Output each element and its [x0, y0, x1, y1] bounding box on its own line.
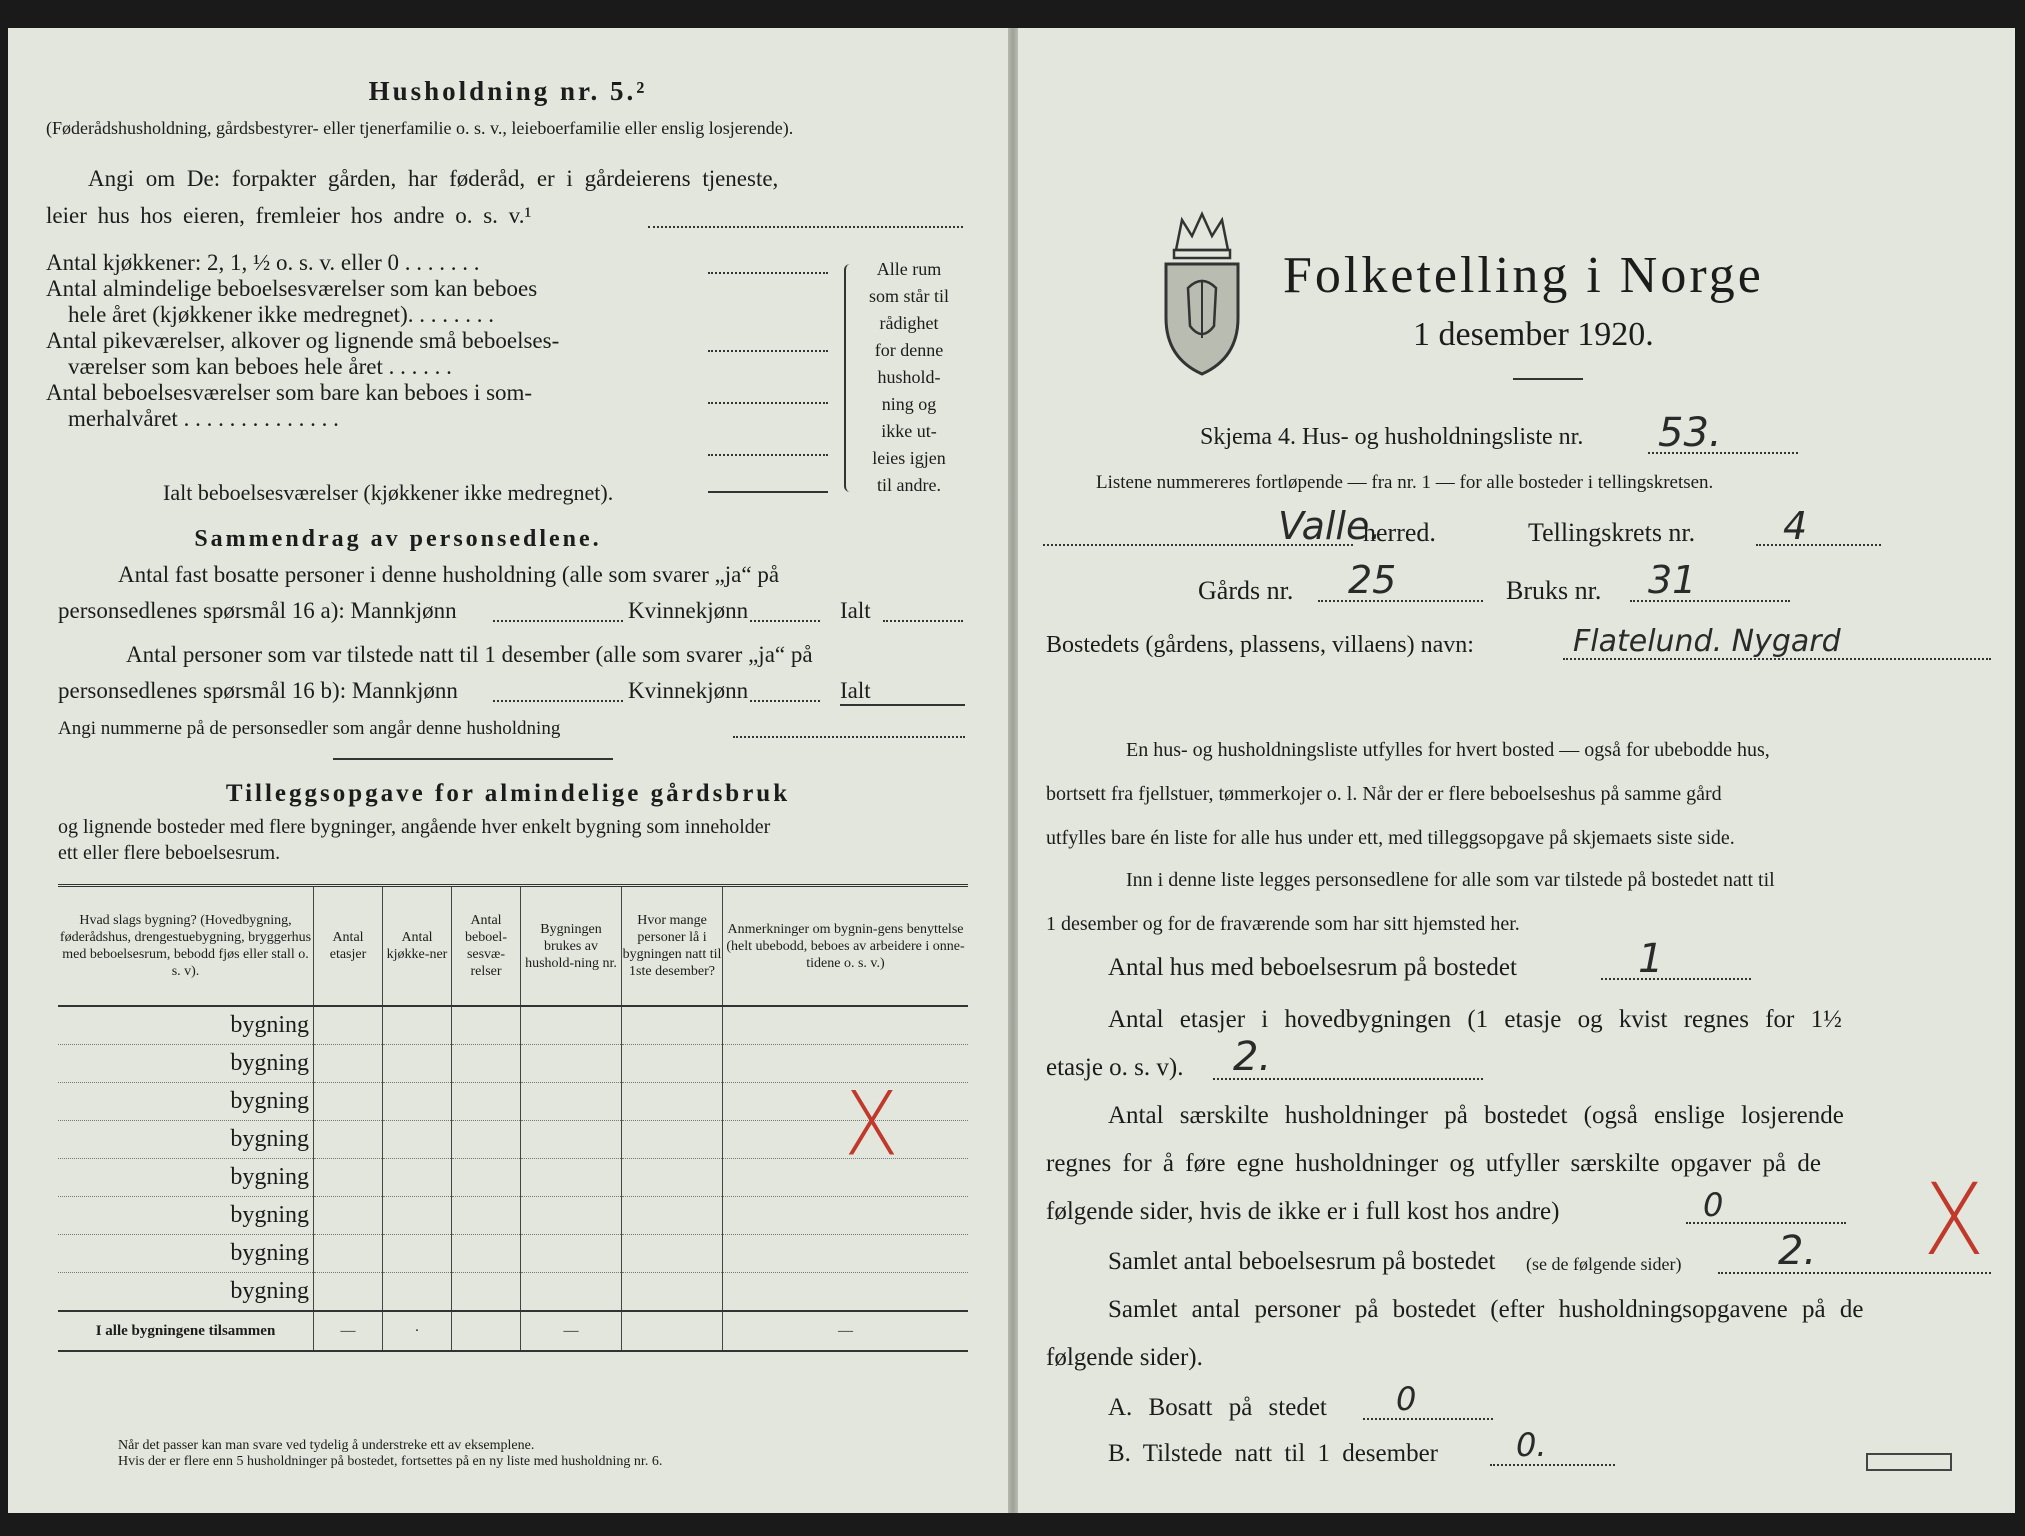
q-houses-value[interactable]: 1: [1638, 936, 1664, 982]
rooms-line: merhalvåret . . . . . . . . . . . . . .: [68, 406, 339, 431]
q-present-label: B. Tilstede natt til 1 desember: [1108, 1440, 1438, 1467]
col-header-rooms: Antal beboel-sesvæ-relser: [452, 886, 521, 1007]
summer-rooms-answer-line: [708, 454, 828, 456]
rooms-line: Antal beboelsesværelser som bare kan beboes i som-: [46, 380, 533, 405]
q-persons-label-1: Samlet antal personer på bostedet (efter husholdningsopgavene på de: [1108, 1296, 1864, 1323]
instructions-line: En hus- og husholdningsliste utfylles for hvert bosted — også for ubebodde hus,: [1126, 739, 1770, 761]
krets-value[interactable]: 4: [1783, 504, 1808, 548]
side-note-line: Alle rum: [876, 259, 942, 279]
resident-women-line: [750, 620, 820, 622]
q-persons-label-2: følgende sider).: [1046, 1344, 1203, 1371]
table-row: [58, 1006, 968, 1045]
q-houses-label: Antal hus med beboelsesrum på bostedet: [1108, 954, 1517, 981]
row-label: bygning: [58, 1197, 314, 1235]
present-men-line: [493, 700, 623, 702]
side-note-line: ikke ut-: [881, 421, 937, 441]
bosted-value[interactable]: Flatelund. Nygard: [1573, 624, 1841, 659]
rooms-line: hele året (kjøkkener ikke medregnet). . . . . . . .: [68, 302, 494, 327]
section-divider: [333, 758, 613, 760]
census-title: Folketelling i Norge: [1283, 247, 1764, 304]
coat-of-arms-icon: [1158, 208, 1246, 380]
side-note: [850, 256, 968, 499]
q-rooms-label: Samlet antal beboelsesrum på bostedet: [1108, 1248, 1496, 1275]
census-date: 1 desember 1920.: [1413, 316, 1654, 353]
q-floors-value[interactable]: 2.: [1233, 1034, 1272, 1080]
herred-value[interactable]: Valle.: [1278, 504, 1382, 548]
side-note-line: som står til: [869, 286, 949, 306]
side-note-line: leies igjen: [872, 448, 946, 468]
q-houses-line: [1601, 978, 1751, 980]
footnote-2: Hvis der er flere enn 5 husholdninger på bostedet, fortsettes på en ny liste med husholdning nr. 6.: [118, 1454, 663, 1469]
rooms-line: Antal almindelige beboelsesværelser som kan beboes: [46, 276, 538, 301]
col-header-floors: Antal etasjer: [314, 886, 383, 1007]
tillegg-title: Tilleggsopgave for almindelige gårdsbruk: [225, 780, 791, 807]
instructions-1: [1046, 728, 1991, 860]
q-households-label-3: følgende sider, hvis de ikke er i full kost hos andre): [1046, 1198, 1560, 1225]
gards-label: Gårds nr.: [1198, 576, 1294, 605]
col-header-household-nr: Bygningen brukes av hushold-ning nr.: [521, 886, 622, 1007]
bosted-label: Bostedets (gårdens, plassens, villaens) navn:: [1046, 632, 1474, 658]
q-resident-line: [1363, 1418, 1493, 1420]
summary-line-1a: Antal fast bosatte personer i denne husholdning (alle som svarer „ja“ på: [118, 562, 780, 587]
table-row: [58, 1045, 968, 1083]
schema-label: Skjema 4. Hus- og husholdningsliste nr.: [1200, 424, 1584, 450]
side-note-line: hushold-: [877, 367, 941, 387]
bruks-value[interactable]: 31: [1648, 558, 1697, 602]
instructions-line: Inn i denne liste legges personsedlene for alle som var tilstede på bostedet natt til: [1126, 869, 1775, 891]
col-header-kitchens: Antal kjøkke-ner: [383, 886, 452, 1007]
total-label: I alle bygningene tilsammen: [58, 1311, 314, 1351]
household-intro: (Føderådshusholdning, gårdsbestyrer- eller tjenerfamilie o. s. v., leieboerfamilie eller enslig losjerende).: [46, 118, 794, 138]
angi-line-1: Angi om De: forpakter gården, har føderåd, er i gårdeierens tjeneste,: [88, 166, 779, 191]
side-note-line: til andre.: [877, 475, 941, 495]
row-label: bygning: [58, 1235, 314, 1273]
household-title: Husholdning nr. 5.²: [368, 76, 648, 106]
row-label: bygning: [58, 1121, 314, 1159]
present-women-line: [750, 700, 820, 702]
side-note-line: for denne: [874, 340, 944, 360]
col-header-remarks: Anmerkninger om bygnin-gens benyttelse (helt ubebodd, beboes av arbeidere i onne-tidene o. s. v.): [723, 886, 969, 1007]
buildings-table: [58, 884, 968, 1352]
schema-nr-value[interactable]: 53.: [1658, 410, 1722, 456]
col-header-persons: Hvor mange personer lå i bygningen natt til 1ste desember?: [622, 886, 723, 1007]
footnote-1: Når det passer kan man svare ved tydelig å understreke ett av eksemplene.: [118, 1438, 535, 1453]
rooms-block: [46, 250, 559, 432]
table-row: [58, 1159, 968, 1197]
printer-stamp: [1866, 1453, 1952, 1471]
total-remarks: —: [723, 1311, 969, 1351]
resident-total-line: [883, 620, 963, 622]
summary-line-1b: personsedlenes spørsmål 16 a): Mannkjønn: [58, 598, 457, 623]
row-label: bygning: [58, 1045, 314, 1083]
rooms-total-line: [708, 491, 828, 493]
rooms-total-label: Ialt beboelsesværelser (kjøkkener ikke medregnet).: [163, 480, 614, 505]
row-label: bygning: [58, 1159, 314, 1197]
summary-line-2a: Antal personer som var tilstede natt til 1 desember (alle som svarer „ja“ på: [126, 642, 813, 667]
row-label: bygning: [58, 1083, 314, 1121]
q-floors-label-1: Antal etasjer i hovedbygningen (1 etasje og kvist regnes for 1½: [1108, 1006, 1842, 1033]
bruks-label: Bruks nr.: [1506, 576, 1602, 605]
table-row: [58, 1197, 968, 1235]
q-households-label-2: regnes for å føre egne husholdninger og utfyller særskilte opgaver på de: [1046, 1150, 1821, 1177]
tillegg-line-1: og lignende bosteder med flere bygninger, angående hver enkelt bygning som inneholder: [58, 816, 771, 838]
q-floors-label-2: etasje o. s. v).: [1046, 1054, 1184, 1081]
total-row: [58, 1311, 968, 1351]
instructions-line: 1 desember og for de fraværende som har sitt hjemsted her.: [1046, 913, 1520, 935]
present-total-label: Ialt: [840, 678, 871, 703]
present-total-line: [840, 704, 965, 706]
rooms-line: værelser som kan beboes hele året . . . . . .: [68, 354, 452, 379]
numbers-answer-line: [733, 736, 965, 738]
q-resident-value[interactable]: 0: [1396, 1380, 1417, 1418]
krets-line: [1756, 544, 1881, 546]
q-households-value[interactable]: 0: [1703, 1186, 1724, 1224]
numbering-note: Listene nummereres fortløpende — fra nr. 1 — for alle bosteder i tellingskretsen.: [1096, 472, 1714, 493]
side-note-line: ning og: [881, 394, 937, 414]
row-label: bygning: [58, 1273, 314, 1312]
present-women-label: Kvinnekjønn: [628, 678, 749, 703]
instructions-line: utfylles bare én liste for alle hus under ett, med tilleggsopgave på skjemaets siste side.: [1046, 827, 1735, 849]
q-rooms-value[interactable]: 2.: [1778, 1228, 1817, 1274]
table-row: [58, 1083, 968, 1121]
right-page: [1018, 28, 2015, 1513]
table-row: [58, 1121, 968, 1159]
red-x-mark-table: X: [844, 1073, 899, 1176]
krets-label: Tellingskrets nr.: [1528, 518, 1696, 547]
row-label: bygning: [58, 1006, 314, 1045]
instructions-2: [1046, 858, 1991, 946]
q-rooms-note: (se de følgende sider): [1526, 1254, 1682, 1274]
instructions-line: bortsett fra fjellstuer, tømmerkojer o. l. Når der er flere beboelseshus på samme gård: [1046, 783, 1722, 805]
total-floors: —: [314, 1311, 383, 1351]
col-header-building-type: Hvad slags bygning? (Hovedbygning, føderådshus, drengestuebygning, bryggerhus med beboelsesrum, bebodd fjøs eller stall o. s. v).: [58, 886, 314, 1007]
herred-label: herred.: [1363, 518, 1436, 547]
total-kitchens: ·: [383, 1311, 452, 1351]
angi-line-2: leier hus hos eieren, fremleier hos andre o. s. v.¹: [46, 203, 532, 228]
title-divider: [1513, 378, 1583, 380]
rooms-line: Antal pikeværelser, alkover og lignende små beboelses-: [46, 328, 560, 353]
gards-value[interactable]: 25: [1348, 558, 1397, 602]
q-resident-label: A. Bosatt på stedet: [1108, 1394, 1327, 1421]
summary-line-2b: personsedlenes spørsmål 16 b): Mannkjønn: [58, 678, 458, 703]
q-present-line: [1490, 1464, 1615, 1466]
resident-total-label: Ialt: [840, 598, 871, 623]
resident-women-label: Kvinnekjønn: [628, 598, 749, 623]
table-row: [58, 1235, 968, 1273]
summary-line-3: Angi nummerne på de personsedler som angår denne husholdning: [58, 718, 561, 739]
angi-answer-line: [648, 226, 963, 228]
side-note-line: rådighet: [879, 313, 939, 333]
q-rooms-line: [1718, 1272, 1991, 1274]
red-x-mark: X: [1923, 1162, 1985, 1279]
summary-title: Sammendrag av personsedlene.: [194, 526, 602, 552]
tillegg-line-2: ett eller flere beboelsesrum.: [58, 842, 281, 864]
small-rooms-answer-line: [708, 402, 828, 404]
left-page: [8, 28, 1008, 1513]
kitchens-answer-line: [708, 272, 828, 274]
q-present-value[interactable]: 0.: [1516, 1426, 1547, 1464]
resident-men-line: [493, 620, 623, 622]
total-household: —: [521, 1311, 622, 1351]
q-households-label-1: Antal særskilte husholdninger på bostedet (også enslige losjerende: [1108, 1102, 1844, 1129]
table-row: [58, 1273, 968, 1312]
rooms-line: Antal kjøkkener: 2, 1, ½ o. s. v. eller 0 . . . . . . .: [46, 250, 480, 275]
gards-line: [1318, 600, 1483, 602]
common-rooms-answer-line: [708, 350, 828, 352]
